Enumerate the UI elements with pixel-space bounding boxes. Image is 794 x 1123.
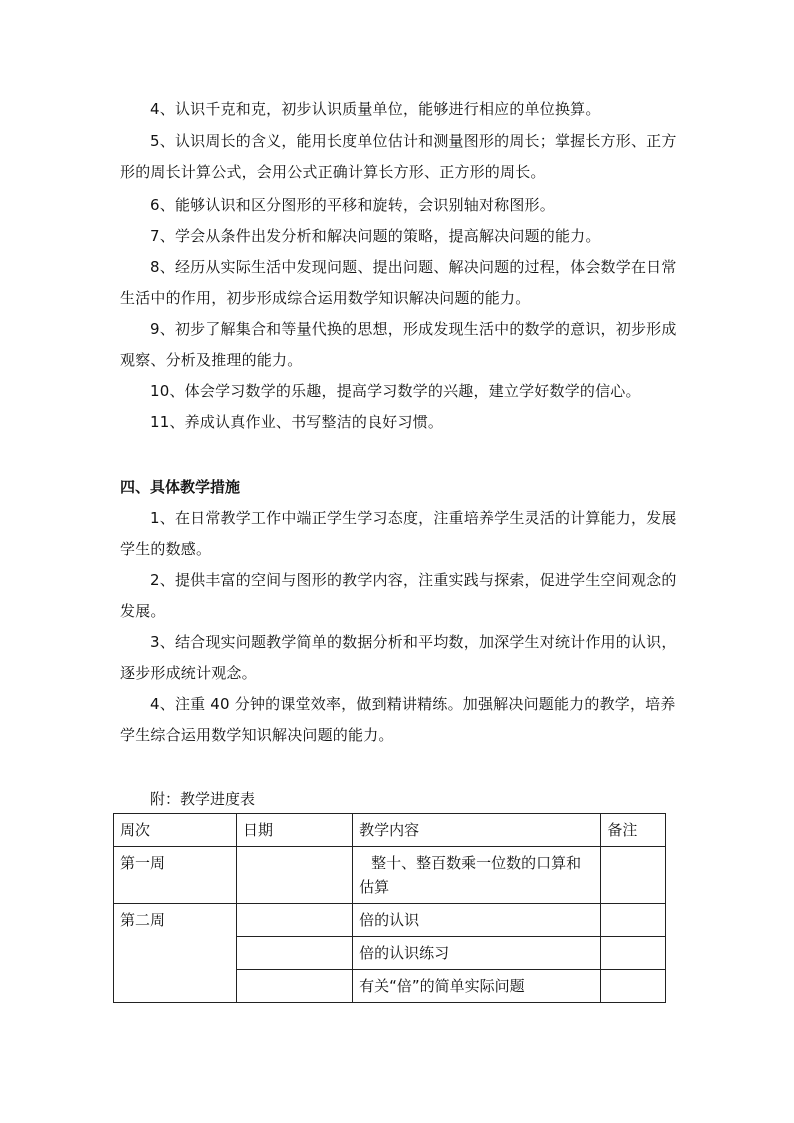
goal-item-4: 4、认识千克和克，初步认识质量单位，能够进行相应的单位换算。 [150,100,601,118]
schedule-table [113,813,666,1003]
goal-item-5: 5、认识周长的含义，能用长度单位估计和测量图形的周长；掌握长方形、正方形的周长计算公式，会用公式正确计算长方形、正方形的周长。 [120,132,677,181]
goal-item-7: 7、学会从条件出发分析和解决问题的策略，提高解决问题的能力。 [150,227,601,245]
header-week: 周次 [114,814,237,847]
content-cell: 有关“倍”的简单实际问题 [353,970,601,1003]
content-cell: 倍的认识 [353,904,601,937]
date-cell [237,847,353,904]
goal-item-9: 9、初步了解集合和等量代换的思想，形成发现生活中的数学的意识，初步形成观察、分析及推理的能力。 [120,320,677,369]
header-remarks: 备注 [601,814,666,847]
remarks-cell [601,904,666,937]
table-row [114,847,666,904]
date-cell [237,937,353,970]
measure-item-4: 4、注重 40 分钟的课堂效率，做到精讲精练。加强解决问题能力的教学，培养学生综合运用数学知识解决问题的能力。 [120,695,676,744]
goal-item-8: 8、经历从实际生活中发现问题、提出问题、解决问题的过程，体会数学在日常生活中的作用，初步形成综合运用数学知识解决问题的能力。 [120,258,677,307]
table-row [114,904,666,937]
goal-item-10: 10、体会学习数学的乐趣，提高学习数学的兴趣，建立学好数学的信心。 [150,382,641,400]
goal-item-11: 11、养成认真作业、书写整洁的良好习惯。 [150,413,444,431]
week-cell: 第二周 [114,904,237,1003]
content-cell: 倍的认识练习 [353,937,601,970]
section-heading-measures: 四、具体教学措施 [120,478,241,496]
table-header-row [114,814,666,847]
header-date: 日期 [237,814,353,847]
week-cell: 第一周 [114,847,237,904]
date-cell [237,970,353,1003]
header-content: 教学内容 [353,814,601,847]
measure-item-1: 1、在日常教学工作中端正学生学习态度，注重培养学生灵活的计算能力，发展学生的数感。 [120,509,677,558]
appendix-label: 附：教学进度表 [150,790,256,808]
goal-item-6: 6、能够认识和区分图形的平移和旋转，会识别轴对称图形。 [150,196,555,214]
content-cell: 整十、整百数乘一位数的口算和估算 [353,847,601,904]
remarks-cell [601,970,666,1003]
remarks-cell [601,937,666,970]
remarks-cell [601,847,666,904]
date-cell [237,904,353,937]
measure-item-2: 2、提供丰富的空间与图形的教学内容，注重实践与探索，促进学生空间观念的发展。 [120,571,677,620]
measure-item-3: 3、结合现实问题教学简单的数据分析和平均数，加深学生对统计作用的认识，逐步形成统计观念。 [120,633,677,682]
